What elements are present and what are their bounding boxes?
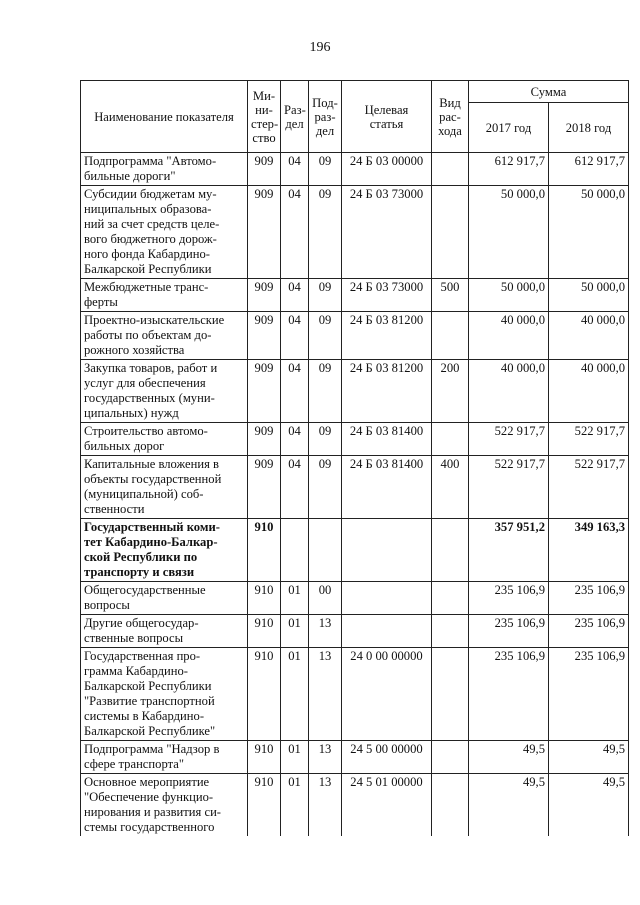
- row-expense-type: 500: [432, 279, 469, 312]
- row-sum-2018: 522 917,7: [549, 423, 629, 456]
- row-sum-2018: 235 106,9: [549, 582, 629, 615]
- row-sum-2018: 235 106,9: [549, 648, 629, 741]
- row-name: Проектно-изыскательские работы по объектам до- рожного хозяйства: [81, 312, 248, 360]
- table-row: [81, 456, 629, 519]
- row-ministry: 910: [248, 648, 281, 741]
- table-row: [81, 423, 629, 456]
- row-section: 04: [281, 312, 309, 360]
- row-subsection: 09: [309, 360, 342, 423]
- table-row: [81, 648, 629, 741]
- row-name: Общегосударственные вопросы: [81, 582, 248, 615]
- row-target: 24 0 00 00000: [342, 648, 432, 741]
- row-expense-type: [432, 582, 469, 615]
- row-subsection: 13: [309, 615, 342, 648]
- row-section: 04: [281, 279, 309, 312]
- row-target: 24 Б 03 73000: [342, 186, 432, 279]
- table-row: [81, 279, 629, 312]
- row-subsection: 09: [309, 279, 342, 312]
- table-row: [81, 360, 629, 423]
- row-ministry: 909: [248, 423, 281, 456]
- row-ministry: 910: [248, 774, 281, 837]
- row-subsection: [309, 519, 342, 582]
- row-sum-2017: 235 106,9: [469, 615, 549, 648]
- row-expense-type: [432, 648, 469, 741]
- row-section: 04: [281, 186, 309, 279]
- header-row-top: [81, 81, 629, 103]
- row-subsection: 09: [309, 456, 342, 519]
- row-target: [342, 582, 432, 615]
- row-sum-2018: 49,5: [549, 741, 629, 774]
- header-sum: Сумма: [469, 81, 629, 103]
- row-subsection: 09: [309, 423, 342, 456]
- row-target: 24 Б 03 81400: [342, 423, 432, 456]
- row-sum-2017: 235 106,9: [469, 582, 549, 615]
- row-subsection: 09: [309, 312, 342, 360]
- table-row: [81, 312, 629, 360]
- row-sum-2017: 49,5: [469, 774, 549, 837]
- row-target: 24 Б 03 81400: [342, 456, 432, 519]
- row-name: Строительство автомо- бильных дорог: [81, 423, 248, 456]
- table-row: [81, 741, 629, 774]
- row-target: 24 5 01 00000: [342, 774, 432, 837]
- row-section: 04: [281, 456, 309, 519]
- row-sum-2017: 49,5: [469, 741, 549, 774]
- table-row: [81, 519, 629, 582]
- row-expense-type: [432, 741, 469, 774]
- row-expense-type: [432, 774, 469, 837]
- row-sum-2017: 40 000,0: [469, 360, 549, 423]
- row-ministry: 910: [248, 582, 281, 615]
- row-section: 04: [281, 153, 309, 186]
- page-number: 196: [309, 40, 331, 55]
- row-ministry: 909: [248, 360, 281, 423]
- row-sum-2018: 522 917,7: [549, 456, 629, 519]
- row-subsection: 09: [309, 153, 342, 186]
- row-sum-2017: 612 917,7: [469, 153, 549, 186]
- header-name: Наименование показателя: [81, 81, 248, 153]
- table-row: [81, 186, 629, 279]
- row-target: 24 Б 03 81200: [342, 360, 432, 423]
- row-name: Субсидии бюджетам му- ниципальных образова- ний за счет средств целе- вого бюджетного дорож- ного фонда Кабардино- Балкарской Республики: [81, 186, 248, 279]
- row-ministry: 909: [248, 153, 281, 186]
- header-expense-type: Вид рас- хода: [432, 81, 469, 153]
- header-ministry: Ми- ни- стер- ство: [248, 81, 281, 153]
- row-sum-2018: 235 106,9: [549, 615, 629, 648]
- row-expense-type: [432, 186, 469, 279]
- row-expense-type: [432, 312, 469, 360]
- row-sum-2018: 349 163,3: [549, 519, 629, 582]
- row-sum-2018: 50 000,0: [549, 279, 629, 312]
- budget-table: [80, 80, 629, 836]
- row-sum-2018: 40 000,0: [549, 360, 629, 423]
- header-target: Целевая статья: [342, 81, 432, 153]
- row-expense-type: [432, 153, 469, 186]
- row-section: 01: [281, 741, 309, 774]
- row-expense-type: [432, 615, 469, 648]
- row-sum-2017: 50 000,0: [469, 279, 549, 312]
- table-row: [81, 774, 629, 837]
- row-sum-2017: 235 106,9: [469, 648, 549, 741]
- row-ministry: 909: [248, 186, 281, 279]
- row-name: Подпрограмма "Автомо- бильные дороги": [81, 153, 248, 186]
- row-expense-type: 400: [432, 456, 469, 519]
- row-target: 24 5 00 00000: [342, 741, 432, 774]
- row-name: Основное мероприятие "Обеспечение функцио- нирования и развития си- стемы государственного: [81, 774, 248, 837]
- row-sum-2017: 50 000,0: [469, 186, 549, 279]
- row-expense-type: [432, 423, 469, 456]
- row-name: Межбюджетные транс- ферты: [81, 279, 248, 312]
- row-name: Закупка товаров, работ и услуг для обеспечения государственных (муни- ципальных) нужд: [81, 360, 248, 423]
- row-subsection: 13: [309, 648, 342, 741]
- row-sum-2017: 40 000,0: [469, 312, 549, 360]
- header-subsection: Под- раз- дел: [309, 81, 342, 153]
- row-name: Капитальные вложения в объекты государственной (муниципальной) соб- ственности: [81, 456, 248, 519]
- row-name: Другие общегосудар- ственные вопросы: [81, 615, 248, 648]
- row-sum-2018: 40 000,0: [549, 312, 629, 360]
- row-target: 24 Б 03 73000: [342, 279, 432, 312]
- row-section: 01: [281, 582, 309, 615]
- row-ministry: 909: [248, 456, 281, 519]
- row-name: Подпрограмма "Надзор в сфере транспорта": [81, 741, 248, 774]
- row-name: Государственный коми- тет Кабардино-Балкар- ской Республики по транспорту и связи: [81, 519, 248, 582]
- row-section: 01: [281, 648, 309, 741]
- table-row: [81, 153, 629, 186]
- row-subsection: 00: [309, 582, 342, 615]
- row-sum-2018: 49,5: [549, 774, 629, 837]
- row-section: [281, 519, 309, 582]
- row-section: 01: [281, 774, 309, 837]
- row-expense-type: [432, 519, 469, 582]
- table-row: [81, 615, 629, 648]
- row-target: [342, 615, 432, 648]
- row-subsection: 09: [309, 186, 342, 279]
- row-expense-type: 200: [432, 360, 469, 423]
- header-year-2018: 2018 год: [549, 103, 629, 153]
- row-section: 04: [281, 360, 309, 423]
- row-target: 24 Б 03 81200: [342, 312, 432, 360]
- row-subsection: 13: [309, 774, 342, 837]
- table-body: [81, 153, 629, 837]
- row-subsection: 13: [309, 741, 342, 774]
- row-ministry: 909: [248, 279, 281, 312]
- row-target: 24 Б 03 00000: [342, 153, 432, 186]
- row-name: Государственная про- грамма Кабардино- Балкарской Республики "Развитие транспортной системы в Кабардино- Балкарской Республике": [81, 648, 248, 741]
- row-sum-2018: 50 000,0: [549, 186, 629, 279]
- row-ministry: 909: [248, 312, 281, 360]
- row-sum-2017: 522 917,7: [469, 456, 549, 519]
- row-section: 01: [281, 615, 309, 648]
- row-ministry: 910: [248, 519, 281, 582]
- row-sum-2017: 522 917,7: [469, 423, 549, 456]
- row-ministry: 910: [248, 615, 281, 648]
- header-section: Раз- дел: [281, 81, 309, 153]
- row-ministry: 910: [248, 741, 281, 774]
- table-row: [81, 582, 629, 615]
- header-year-2017: 2017 год: [469, 103, 549, 153]
- row-sum-2018: 612 917,7: [549, 153, 629, 186]
- row-target: [342, 519, 432, 582]
- row-sum-2017: 357 951,2: [469, 519, 549, 582]
- row-section: 04: [281, 423, 309, 456]
